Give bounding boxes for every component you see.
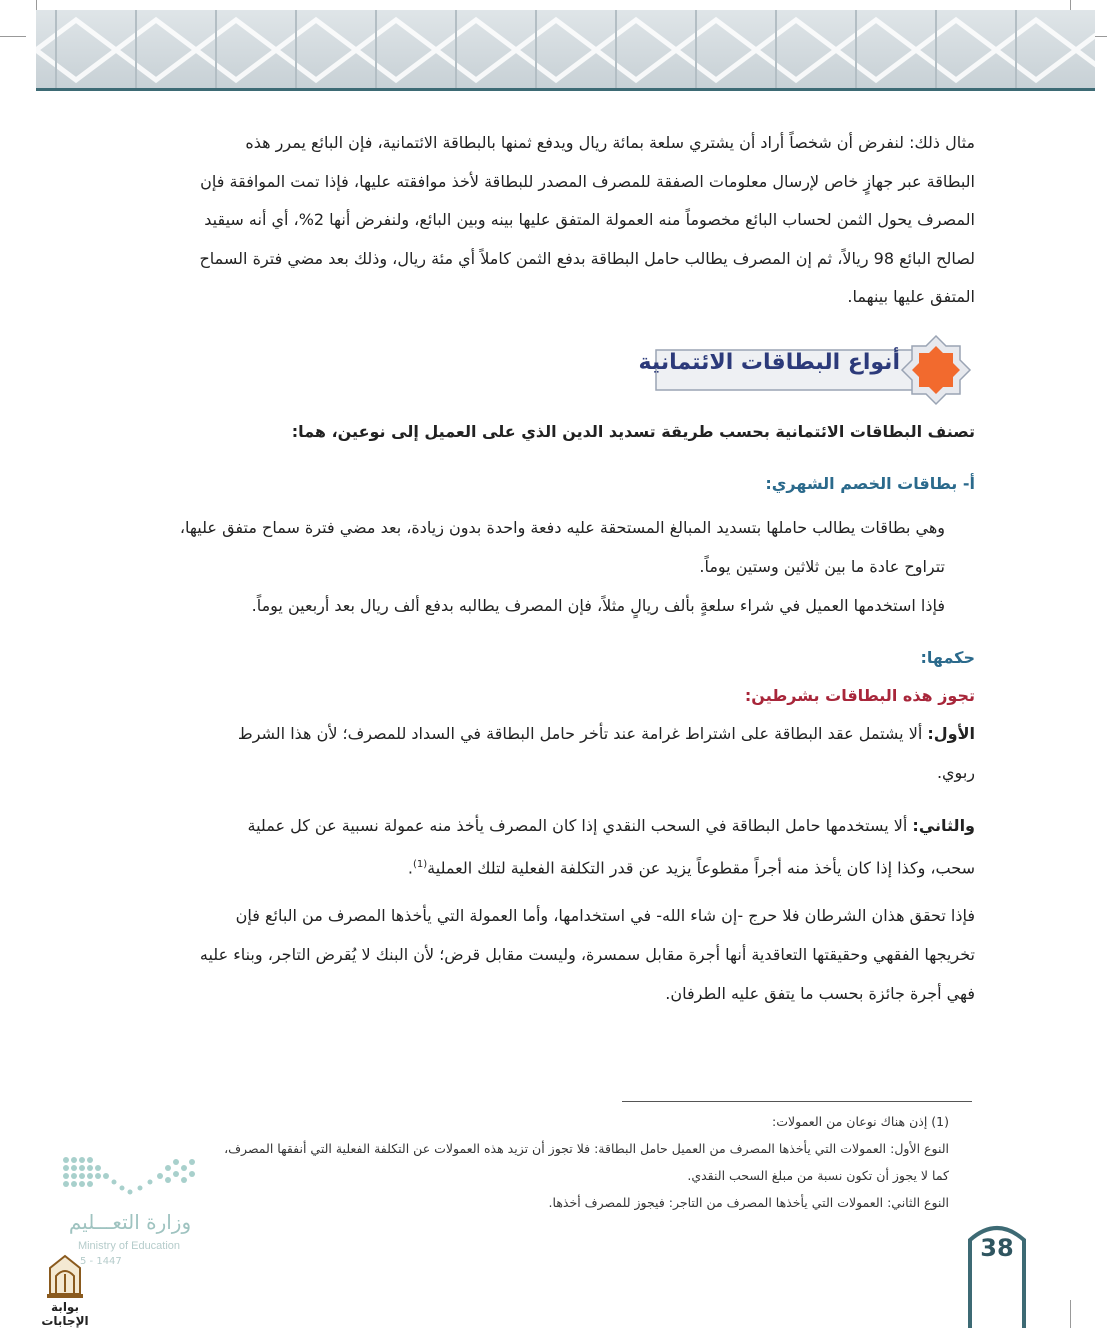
section-title: أنواع البطاقات الائتمانية <box>638 350 900 375</box>
footnotes <box>149 1108 949 1216</box>
text-line: وهي بطاقات يطالب حاملها بتسديد المبالغ المستحقة عليه دفعة واحدة بدون زيادة، بعد مضي فترة سماح متفق عليها، <box>179 518 945 537</box>
first-lead: الأول: <box>927 724 975 743</box>
text-line: ألا يستخدمها حامل البطاقة في السحب النقدي إذا كان المصرف يأخذ منه عمولة نسبية عن كل عملية <box>247 816 908 835</box>
text-line: فهي أجرة جائزة بحسب ما يتفق عليه الطرفان. <box>665 984 975 1003</box>
ministry-name-ar: وزارة التعـــليم <box>68 1210 192 1234</box>
example-paragraph <box>159 124 975 317</box>
ministry-logo-icon <box>58 1154 203 1202</box>
text-line: المصرف يحول الثمن لحساب البائع مخصوماً منه العمولة المتفق عليها بينه وبين البائع، ولنفرض أنها 2%، أي أنه سيقيد <box>204 210 975 229</box>
ministry-name-en: Ministry of Education <box>77 1240 181 1252</box>
header-rule <box>36 88 1095 91</box>
crop-mark <box>1070 1300 1071 1328</box>
first-condition <box>159 714 975 792</box>
footnote-line: كما لا يجوز أن تكون نسبة من مبلغ السحب النقدي. <box>687 1168 949 1183</box>
section-banner <box>638 334 972 406</box>
text-line: تخريجها الفقهي وحقيقتها التعاقدية أنها أجرة مقابل سمسرة، وليست مقابل قرض؛ لأن البنك لا يُقرض التاجر، وبناء عليه <box>199 945 975 964</box>
text-line: لصالح البائع 98 ريالاً، ثم إن المصرف يطالب حامل البطاقة بدفع الثمن كاملاً أي مئة ريال، وذلك بعد مضي فترة السماح <box>199 248 975 268</box>
text-line: تتراوح عادة ما بين ثلاثين وستين يوماً. <box>699 557 945 576</box>
text-line: ألا يشتمل عقد البطاقة على اشتراط غرامة عند تأخر حامل البطاقة في السداد للمصرف؛ لأن هذا الشرط <box>237 724 923 743</box>
page-number: 38 <box>980 1234 1014 1262</box>
intro-text: تصنف البطاقات الائتمانية بحسب طريقة تسديد الدين الذي على العميل إلى نوعين، هما: <box>291 422 975 441</box>
watermark-text: بوابة الإجابات <box>41 1300 89 1328</box>
footnote-rule <box>622 1101 972 1102</box>
text-line: سحب، وكذا إذا كان يأخذ منه أجراً مقطوعاً يزيد عن قدر التكلفة الفعلية لتلك العملية <box>427 858 975 878</box>
conclusion-paragraph <box>159 896 975 1013</box>
second-lead: والثاني: <box>912 816 975 835</box>
page-tab-shape <box>966 1216 1028 1328</box>
description-block <box>159 508 945 625</box>
ministry-year: 5 - 1447 <box>80 1256 122 1267</box>
text-line: البطاقة عبر جهازٍ خاص لإرسال معلومات الصفقة للمصرف المصدر للبطاقة لأخذ موافقته عليها، فإذا تمت الموافقة فإن <box>200 171 975 191</box>
text-line: المتفق عليها بينهما. <box>847 287 975 306</box>
ruling-heading: حكمها: <box>920 648 975 667</box>
text-line: فإذا تحقق هذان الشرطان فلا حرج -إن شاء الله- في استخدامها، وأما العمولة التي يأخذها المصرف من البائع فإن <box>235 906 975 925</box>
watermark-lantern-icon <box>44 1254 86 1300</box>
second-condition: والثاني: ألا يستخدمها حامل البطاقة في السحب النقدي إذا كان المصرف يأخذ منه عمولة نسبية عن كل عملية سحب، وكذا إذا كان يأخذ منه أجراً مقطوعاً يزيد عن قدر التكلفة الفعلية لتلك العملية$^{(1)}$. <box>247 816 975 878</box>
geometric-pattern-icon <box>36 10 1095 90</box>
header-pattern-band <box>36 10 1095 90</box>
crop-mark <box>0 36 26 37</box>
text-line: مثال ذلك: لنفرض أن شخصاً أراد أن يشتري سلعة بمائة ريال ويدفع ثمنها بالبطاقة الائتمانية، فإن البائع يمرر هذه <box>245 133 975 152</box>
text-line: ربوي. <box>936 763 975 782</box>
footnote-ref[interactable]: (1) <box>412 859 428 870</box>
conditions-heading: تجوز هذه البطاقات بشرطين: <box>744 686 975 705</box>
footnote-line: النوع الثاني: العمولات التي يأخذها المصرف من التاجر: فيجوز للمصرف أخذها. <box>548 1195 949 1210</box>
footnote-line: (1) إذن هناك نوعان من العمولات: <box>772 1114 949 1129</box>
subheading-monthly-cards: أ- بطاقات الخصم الشهري: <box>765 474 975 493</box>
footnote-line: النوع الأول: العمولات التي يأخذها المصرف من العميل حامل البطاقة: فلا تجوز أن تزيد هذه العمولات عن التكلفة الفعلية التي أنفقها المصرف، <box>224 1141 949 1156</box>
star-icon <box>912 346 960 394</box>
text-line: فإذا استخدمها العميل في شراء سلعةٍ بألف ريالٍ مثلاً، فإن المصرف يطالبه بدفع ألف ريال بعد أربعين يوماً. <box>251 596 945 615</box>
